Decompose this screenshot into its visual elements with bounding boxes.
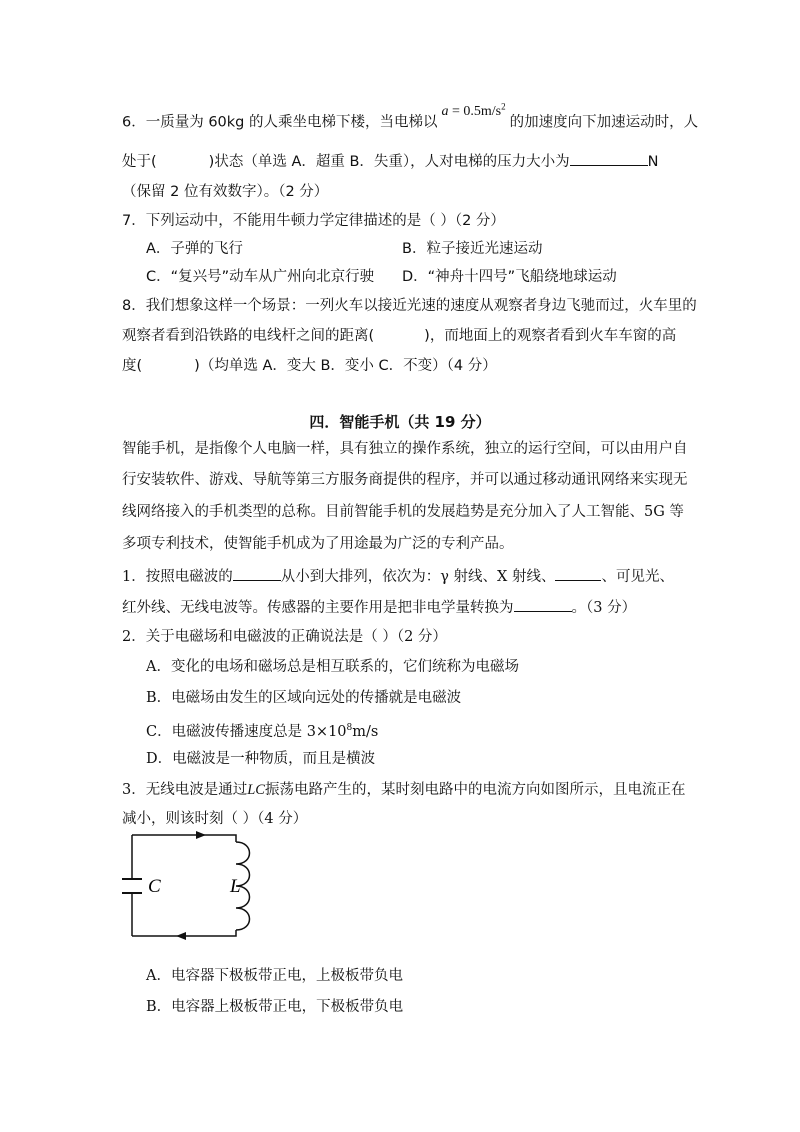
inductor-label: L: [230, 876, 241, 897]
q8-text-a: 观察者看到沿铁路的电线杆之间的距离(: [122, 328, 375, 344]
q8-line2: [122, 326, 676, 346]
p4-q3-text-a: 3．无线电波是通过: [122, 782, 248, 798]
q8-text-d: )（均单选 A．变大 B．变小 C．不变）（4 分）: [194, 358, 497, 374]
capacitor-label: C: [148, 876, 161, 897]
q6-line2: [122, 151, 659, 172]
wire-top: [132, 835, 236, 842]
intro-line-1: 智能手机，是指像个人电脑一样，具有独立的操作系统，独立的运行空间，可以由用户自: [122, 441, 688, 457]
p4-q3-lc: LC: [247, 782, 265, 798]
q8-text-c: 度(: [122, 358, 143, 374]
p4-q2-stem: 2．关于电磁场和电磁波的正确说法是（ ）（2 分）: [122, 629, 447, 645]
intro-line-3: 线网络接入的手机类型的总称。目前智能手机的发展趋势是充分加入了人工智能、5G 等: [122, 504, 684, 520]
p4-q3-option-a: A．电容器下极板带正电，上极板带负电: [146, 968, 403, 984]
p4-q1-blank-3: [514, 597, 572, 612]
p4-q1-text-c: 、可见光、: [601, 569, 674, 585]
p4-q1-line1: [122, 566, 674, 587]
p4-q2-c-text: C．电磁波传播速度总是 3×10: [146, 723, 347, 740]
p4-q1-text-a: 1．按照电磁波的: [122, 569, 233, 585]
p4-q3-line1: [122, 780, 685, 800]
p4-q1-text-b: 从小到大排列，依次为：γ 射线、X 射线、: [280, 569, 556, 585]
q7-stem: 7．下列运动中，不能用牛顿力学定律描述的是（ ）（2 分）: [122, 213, 505, 229]
intro-line-4: 多项专利技术，使智能手机成为了用途最为广泛的专利产品。: [122, 536, 514, 552]
p4-q2-option-c: [146, 718, 378, 742]
p4-q2-option-a: A．变化的电场和磁场总是相互联系的，它们统称为电磁场: [146, 659, 519, 675]
q6-text-a: 6．一质量为 60kg 的人乘坐电梯下楼，当电梯以: [122, 114, 438, 131]
q8-line1: 8．我们想象这样一个场景：一列火车以接近光速的速度从观察者身边飞驰而过，火车里的: [122, 298, 697, 314]
p4-q3-option-b: B．电容器上极板带正电，下极板带负电: [146, 999, 404, 1015]
section-title: 四．智能手机（共 19 分）: [309, 413, 491, 431]
p4-q1-text-e: 。（3 分）: [571, 600, 637, 616]
q8-text-b: )，而地面上的观察者看到火车车窗的高: [424, 328, 677, 344]
formula-exponent: 2: [501, 101, 506, 111]
p4-q1-blank-2: [555, 566, 601, 581]
q7-option-c: C．“复兴号”动车从广州向北京行驶: [146, 269, 375, 285]
q6-line3: [122, 182, 328, 202]
p4-q2-option-b: B．电磁场由发生的区域向远处的传播就是电磁波: [146, 690, 462, 706]
q6-text-b: 的加速度向下加速运动时，人: [509, 114, 699, 131]
current-arrow-left-icon: [176, 932, 186, 940]
lc-circuit-diagram: [118, 826, 278, 946]
p4-q1-blank-1: [233, 566, 281, 581]
q8-line3: [122, 356, 497, 376]
q6-text-e: （保留 2 位有效数字）。（2 分）: [122, 184, 329, 200]
p4-q1-line2: [122, 597, 636, 618]
p4-q2-option-d: D．电磁波是一种物质，而且是横波: [146, 751, 376, 767]
p4-q3-line2: 减小，则该时刻（ ）（4 分）: [122, 811, 308, 827]
current-arrow-right-icon: [196, 831, 206, 839]
p4-q1-text-d: 红外线、无线电波等。传感器的主要作用是把非电学量转换为: [122, 600, 514, 616]
p4-q3-text-b: 振荡电路产生的，某时刻电路中的电流方向如图所示，且电流正在: [264, 782, 686, 798]
q6-text-c: 处于(: [122, 154, 157, 170]
q7-option-a: A．子弹的飞行: [146, 241, 243, 257]
q6-text-d: )状态（单选 A．超重 B．失重），人对电梯的压力大小为: [208, 154, 570, 170]
q6-blank-2: [570, 151, 648, 166]
intro-line-2: 行安装软件、游戏、导航等第三方服务商提供的程序，并可以通过移动通讯网络来实现无: [122, 472, 688, 488]
acceleration-formula: $a = 0.5m/s^2$: [441, 101, 506, 119]
p4-q2-c-unit: m/s: [352, 723, 379, 740]
q6-unit: N: [647, 154, 659, 170]
p4-q2-c-exponent: 8: [346, 723, 353, 733]
q6-line1: [122, 101, 699, 134]
q7-option-b: B．粒子接近光速运动: [402, 241, 543, 257]
q7-option-d: D．“神舟十四号”飞船绕地球运动: [402, 269, 617, 285]
